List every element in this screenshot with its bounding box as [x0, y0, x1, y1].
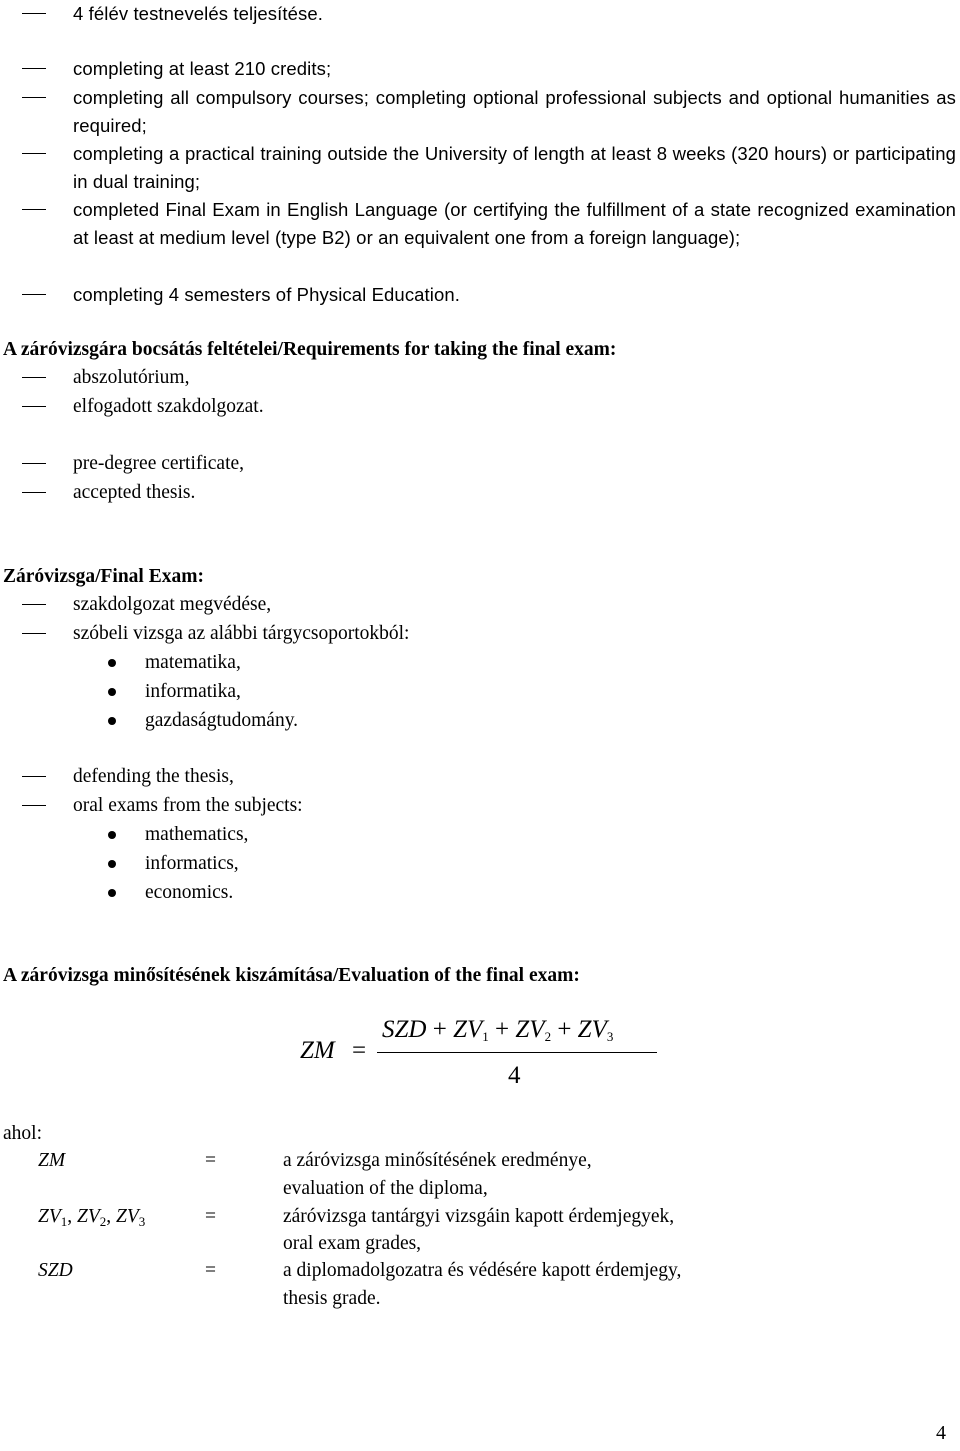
bullet-dot-icon	[108, 688, 116, 696]
list-item-text: oral exams from the subjects:	[73, 795, 303, 816]
list-item-text: defending the thesis,	[73, 766, 234, 787]
list-item-text: completing 4 semesters of Physical Education.	[73, 284, 461, 305]
list-item-text: szakdolgozat megvédése,	[73, 594, 272, 615]
definition-equals: =	[205, 1260, 216, 1281]
list-item-text: completed Final Exam in English Language (or certifying the fulfillment of a state recognized examination at least at medium level (type B2) or an equivalent one from a foreign language);	[73, 199, 956, 248]
dash-bullet	[22, 492, 46, 493]
grade-formula	[300, 1010, 680, 1100]
list-item-text: elfogadott szakdolgozat.	[73, 396, 264, 417]
formula-subscript: 2	[544, 1029, 552, 1044]
symbol-subscript: 2	[99, 1214, 107, 1229]
list-item-text: pre-degree certificate,	[73, 453, 245, 474]
formula-op: +	[557, 1016, 572, 1043]
dash-bullet	[22, 776, 46, 777]
symbol-part: ZV	[38, 1206, 61, 1227]
definition-text-hu: a záróvizsga minősítésének eredménye,	[283, 1150, 592, 1171]
bullet-dot-icon	[108, 860, 116, 868]
bullet-dot-icon	[108, 831, 116, 839]
dash-bullet	[22, 153, 46, 154]
dash-bullet	[22, 805, 46, 806]
list-item-text: completing all compulsory courses; completing optional professional subjects and optional humanities as required;	[73, 87, 956, 136]
dash-bullet	[22, 68, 46, 69]
list-item-text: completing a practical training outside the University of length at least 8 weeks (320 hours) or participating in dual training;	[73, 143, 956, 192]
definition-text-hu: záróvizsga tantárgyi vizsgáin kapott érdemjegyek,	[283, 1206, 675, 1227]
dash-bullet	[22, 13, 46, 14]
list-item-text: completing at least 210 credits;	[73, 58, 332, 79]
formula-term: ZV	[453, 1016, 483, 1043]
requirements-heading: A záróvizsgára bocsátás feltételei/Requirements for taking the final exam:	[3, 339, 617, 360]
definition-text-en: oral exam grades,	[283, 1233, 422, 1254]
bullet-dot-icon	[108, 717, 116, 725]
where-label: ahol:	[3, 1123, 42, 1144]
symbol-part: ZV	[116, 1206, 139, 1227]
definition-text-hu: a diplomadolgozatra és védésére kapott érdemjegy,	[283, 1260, 682, 1281]
formula-op: +	[495, 1016, 510, 1043]
subject-text: economics.	[145, 882, 234, 903]
formula-subscript: 1	[482, 1029, 489, 1044]
formula-subscript: 3	[606, 1029, 614, 1044]
subject-text: mathematics,	[145, 824, 249, 845]
definition-text-en: thesis grade.	[283, 1288, 381, 1309]
subject-text: informatics,	[145, 853, 239, 874]
symbol-subscript: 3	[138, 1214, 146, 1229]
final-exam-heading: Záróvizsga/Final Exam:	[3, 566, 204, 587]
list-item-text: abszolutórium,	[73, 367, 190, 388]
formula-term: ZV	[515, 1016, 545, 1043]
symbol-sep: ,	[106, 1206, 117, 1227]
dash-bullet	[22, 97, 46, 98]
dash-bullet	[22, 377, 46, 378]
formula-term: ZV	[577, 1016, 607, 1043]
list-item-text: szóbeli vizsga az alábbi tárgycsoportokból:	[73, 623, 410, 644]
dash-bullet	[22, 209, 46, 210]
definition-symbol: SZD	[38, 1260, 73, 1281]
dash-bullet	[22, 633, 46, 634]
formula-lhs: ZM	[300, 1037, 335, 1064]
list-item-text: accepted thesis.	[73, 482, 196, 503]
symbol-sep: ,	[67, 1206, 78, 1227]
evaluation-heading: A záróvizsga minősítésének kiszámítása/Evaluation of the final exam:	[3, 965, 580, 986]
symbol-subscript: 1	[60, 1214, 68, 1229]
dash-bullet	[22, 604, 46, 605]
definition-symbol: ZM	[38, 1150, 66, 1171]
subject-text: gazdaságtudomány.	[145, 710, 299, 731]
page-number: 4	[936, 1422, 946, 1444]
definition-symbol	[38, 1203, 145, 1236]
definition-equals: =	[205, 1206, 216, 1227]
dash-bullet	[22, 406, 46, 407]
list-item-text: 4 félév testnevelés teljesítése.	[73, 3, 324, 24]
symbol-part: ZV	[77, 1206, 100, 1227]
subject-text: matematika,	[145, 652, 241, 673]
formula-op: +	[432, 1016, 447, 1043]
subject-text: informatika,	[145, 681, 241, 702]
bullet-dot-icon	[108, 659, 116, 667]
definition-equals: =	[205, 1150, 216, 1171]
formula-numerator	[382, 1016, 613, 1045]
formula-term: SZD	[382, 1016, 427, 1043]
formula-equals: =	[352, 1037, 367, 1064]
formula-denominator: 4	[508, 1062, 521, 1089]
dash-bullet	[22, 463, 46, 464]
definition-text-en: evaluation of the diploma,	[283, 1178, 488, 1199]
dash-bullet	[22, 294, 46, 295]
bullet-dot-icon	[108, 889, 116, 897]
fraction-bar	[377, 1052, 657, 1053]
